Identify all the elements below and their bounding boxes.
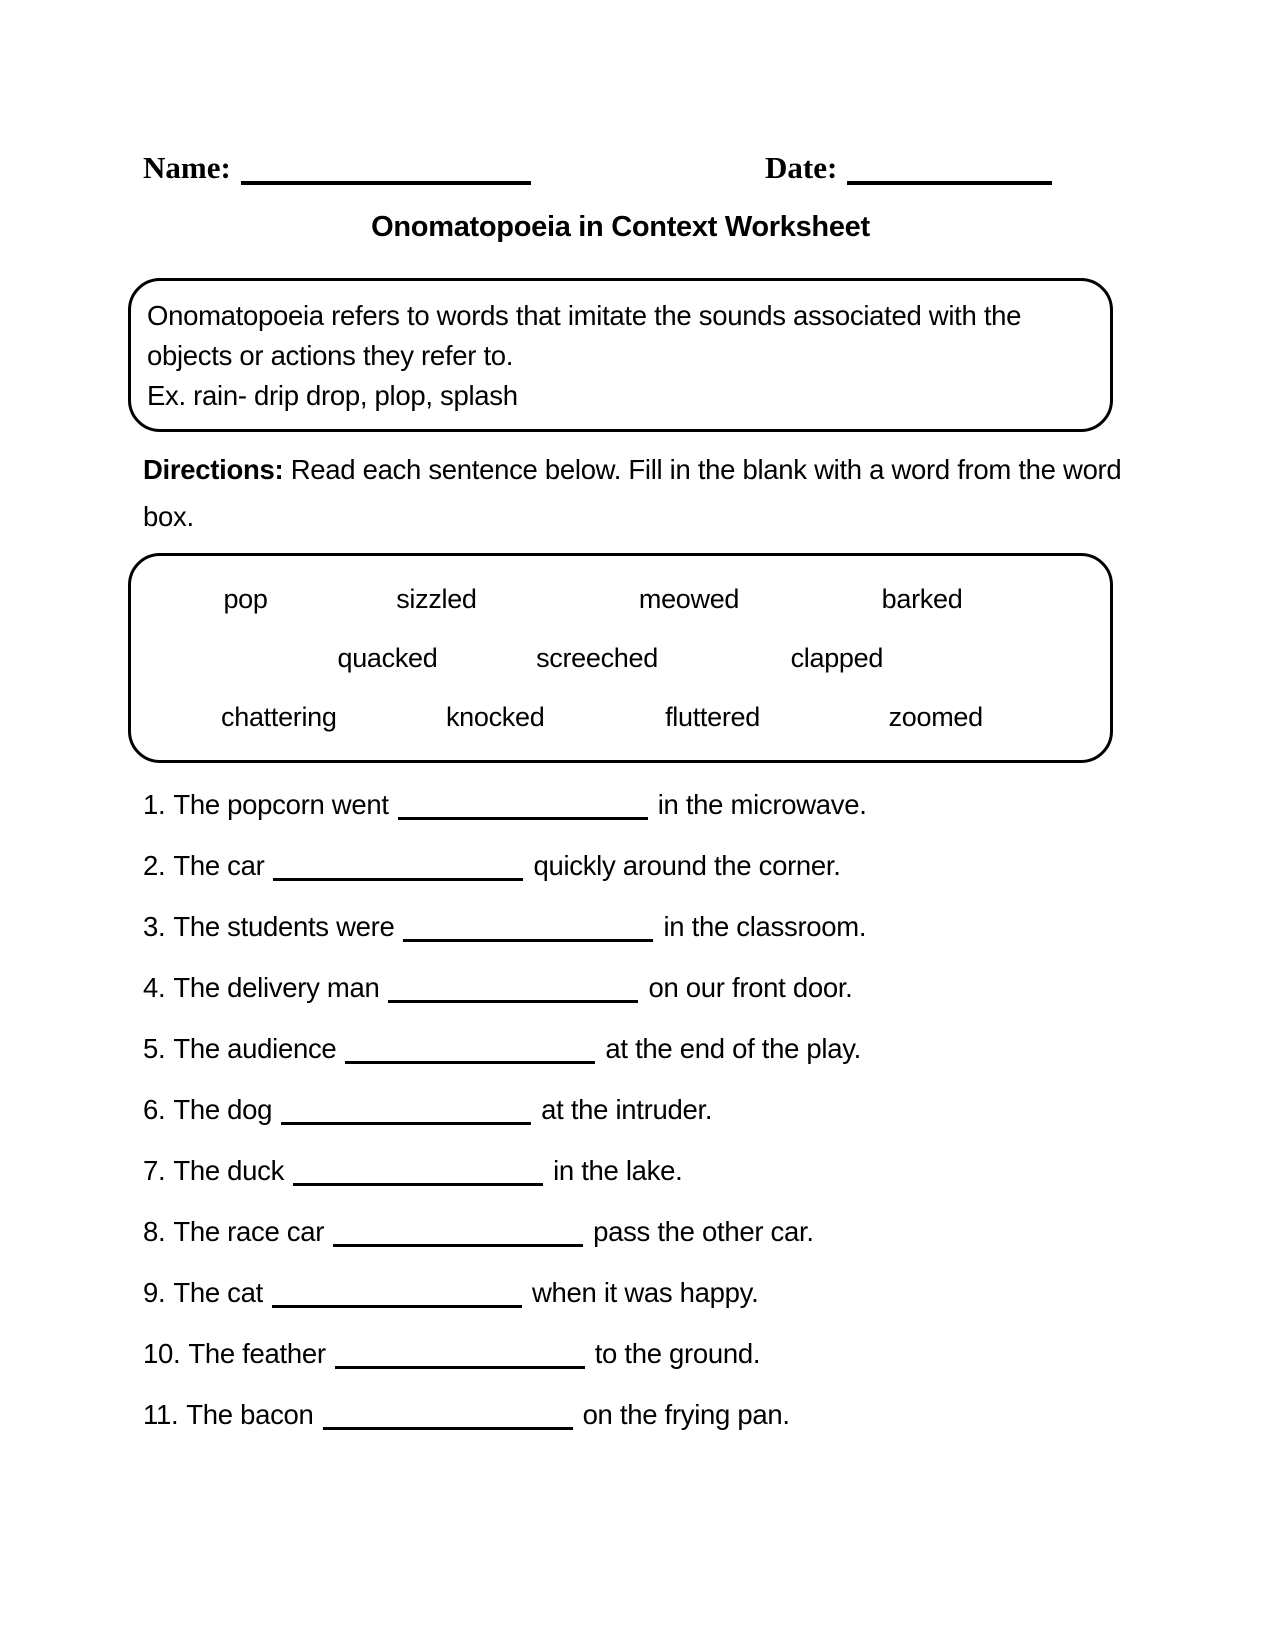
question-row	[143, 1094, 867, 1155]
word-box	[128, 553, 1113, 763]
question-number: 6.	[143, 1094, 166, 1125]
question-text-after: pass the other car.	[593, 1216, 814, 1247]
word-box-row	[131, 584, 1110, 614]
question-number: 8.	[143, 1216, 166, 1247]
word-option: zoomed	[888, 702, 983, 732]
answer-blank-line	[398, 817, 648, 820]
definition-box	[128, 278, 1113, 432]
answer-blank-line	[281, 1122, 531, 1125]
question-row	[143, 1216, 867, 1277]
answer-blank-line	[388, 1000, 638, 1003]
question-number: 5.	[143, 1033, 166, 1064]
question-text-before: The audience	[173, 1033, 337, 1064]
answer-blank-line	[333, 1244, 583, 1247]
question-number: 4.	[143, 972, 166, 1003]
name-label: Name:	[143, 150, 231, 185]
word-option: sizzled	[396, 584, 477, 614]
directions-label: Directions:	[143, 454, 284, 485]
question-row	[143, 1338, 867, 1399]
page-title: Onomatopoeia in Context Worksheet	[371, 211, 870, 243]
date-field	[765, 150, 1052, 186]
question-row	[143, 1033, 867, 1094]
question-text-after: in the microwave.	[657, 789, 867, 820]
answer-blank-line	[273, 878, 523, 881]
answer-blank-line	[272, 1305, 522, 1308]
question-text-before: The delivery man	[173, 972, 380, 1003]
question-text-before: The feather	[188, 1338, 326, 1369]
answer-blank-line	[293, 1183, 543, 1186]
question-text-after: on the frying pan.	[582, 1399, 790, 1430]
question-text-before: The dog	[173, 1094, 273, 1125]
question-text-before: The bacon	[186, 1399, 314, 1430]
question-text-before: The popcorn went	[173, 789, 389, 820]
question-number: 10.	[143, 1338, 181, 1369]
question-text-after: in the classroom.	[663, 911, 867, 942]
question-number: 11.	[143, 1399, 179, 1430]
question-row	[143, 1155, 867, 1216]
word-option: clapped	[790, 643, 884, 673]
question-number: 7.	[143, 1155, 166, 1186]
question-text-after: on our front door.	[648, 972, 853, 1003]
question-text-before: The race car	[173, 1216, 325, 1247]
question-text-after: at the intruder.	[541, 1094, 713, 1125]
question-row	[143, 850, 867, 911]
question-list	[143, 789, 867, 1460]
word-option: pop	[223, 584, 268, 614]
answer-blank-line	[403, 939, 653, 942]
question-text-before: The duck	[173, 1155, 285, 1186]
word-box-row	[131, 643, 1110, 673]
answer-blank-line	[345, 1061, 595, 1064]
question-row	[143, 789, 867, 850]
directions	[143, 446, 1121, 540]
question-text-after: at the end of the play.	[605, 1033, 861, 1064]
date-label: Date:	[765, 150, 838, 185]
question-row	[143, 972, 867, 1033]
directions-text: box.	[143, 501, 194, 532]
question-text-before: The students were	[173, 911, 395, 942]
question-number: 9.	[143, 1277, 166, 1308]
word-box-row	[131, 702, 1110, 732]
question-row	[143, 911, 867, 972]
question-number: 3.	[143, 911, 166, 942]
question-row	[143, 1277, 867, 1338]
definition-line: Ex. rain- drip drop, plop, splash	[147, 380, 518, 411]
question-text-after: when it was happy.	[531, 1277, 759, 1308]
definition-line: Onomatopoeia refers to words that imitate the sounds associated with the	[147, 300, 1022, 331]
word-option: screeched	[536, 643, 658, 673]
word-option: knocked	[445, 702, 545, 732]
question-row	[143, 1399, 867, 1460]
answer-blank-line	[323, 1427, 573, 1430]
word-option: barked	[881, 584, 963, 614]
question-text-after: in the lake.	[553, 1155, 683, 1186]
answer-blank-line	[335, 1366, 585, 1369]
word-option: fluttered	[665, 702, 760, 732]
word-option: chattering	[221, 702, 337, 732]
question-text-before: The car	[173, 850, 265, 881]
question-text-after: to the ground.	[594, 1338, 761, 1369]
date-blank-line	[847, 181, 1052, 185]
question-number: 2.	[143, 850, 166, 881]
definition-line: objects or actions they refer to.	[147, 340, 514, 371]
name-blank-line	[241, 181, 531, 185]
question-number: 1.	[143, 789, 166, 820]
word-option: meowed	[638, 584, 740, 614]
word-option: quacked	[337, 643, 438, 673]
name-field	[143, 150, 531, 186]
question-text-before: The cat	[173, 1277, 263, 1308]
question-text-after: quickly around the corner.	[533, 850, 841, 881]
directions-text: Read each sentence below. Fill in the blank with a word from the word	[290, 454, 1122, 485]
